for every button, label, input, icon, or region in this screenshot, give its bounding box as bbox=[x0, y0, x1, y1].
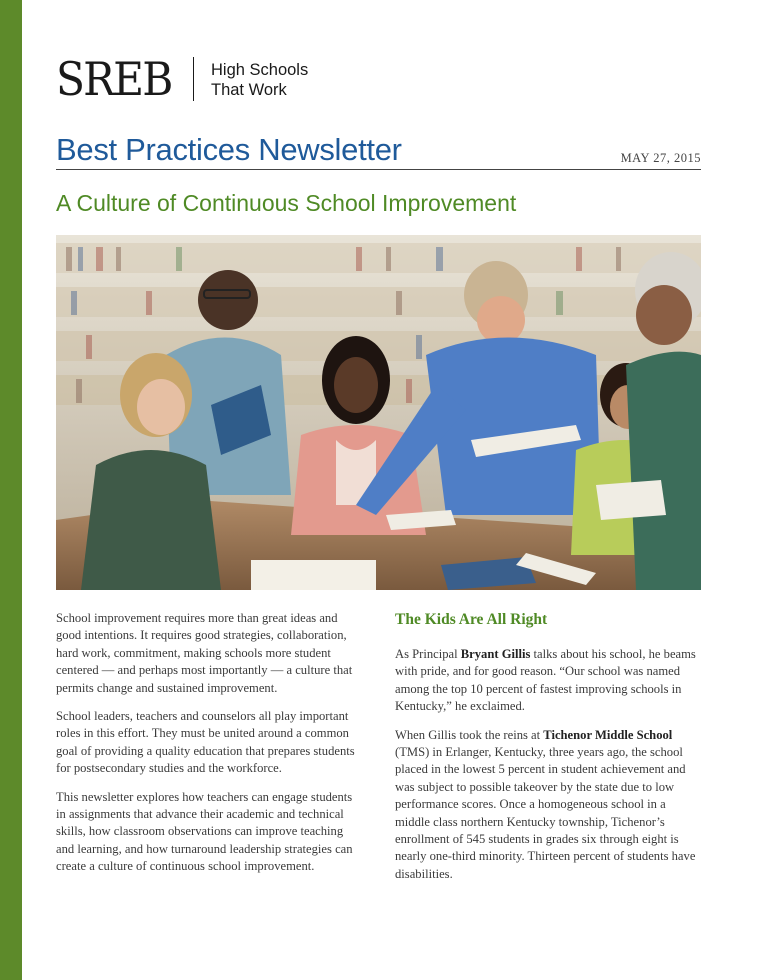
article-paragraph-2 bbox=[395, 727, 701, 884]
intro-paragraph-3: This newsletter explores how teachers can engage students in assignments that advance their academic and technical skills, how classroom observations can improve teaching and learning, and how turnaround leadership strategies can create a culture of continuous school improvement. bbox=[56, 789, 353, 874]
p1-text-before: As Principal bbox=[395, 647, 461, 661]
intro-paragraph-2: School leaders, teachers and counselors all play important roles in this effort. They must be united around a common goal of providing a quality education that prepares students for postsecondary studies and the workforce. bbox=[56, 709, 355, 776]
issue-date: MAY 27, 2015 bbox=[620, 151, 701, 165]
p1-text-after: talks about his school, he beams with pride, and for good reason. “Our school was named among the top 10 percent of fastest improving schools in Kentucky,” he exclaimed. bbox=[395, 647, 696, 714]
article-paragraph-1 bbox=[395, 646, 701, 716]
classroom-photo bbox=[56, 235, 701, 590]
logo-tagline bbox=[211, 60, 351, 100]
intro-paragraph-1: School improvement requires more than great ideas and good intentions. It requires good strategies, collaboration, hard work, commitment, making schools more student centered — and perhaps most importantly — a culture that permits change and sustained improvement. bbox=[56, 611, 353, 695]
p2-text-before: When Gillis took the reins at bbox=[395, 727, 544, 742]
right-column bbox=[395, 610, 701, 894]
tagline-line-1: High Schools bbox=[211, 61, 309, 79]
left-column bbox=[56, 610, 356, 887]
school-name: Tichenor Middle School bbox=[543, 727, 673, 742]
newsletter-title: Best Practices Newsletter bbox=[56, 132, 402, 167]
principal-name: Bryant Gillis bbox=[460, 647, 531, 661]
left-accent-bar bbox=[0, 0, 22, 980]
masthead-rule bbox=[56, 169, 701, 170]
p2-text-after: (TMS) in Erlanger, Kentucky, three years ago, the school placed in the lowest 5 percent in student achievement and was subject to possible takeover by the state due to low performance scores. Once a homogeneous school in a middle class northern Kentucky township, Tichenor’s enrollment of 545 students in grades six through eight is nearly one-third minority. Thirteen percent of students have disabilities. bbox=[395, 745, 696, 881]
tagline-line-2: That Work bbox=[211, 81, 287, 99]
section-heading: The Kids Are All Right bbox=[395, 611, 548, 628]
logo-divider bbox=[193, 57, 194, 101]
logo-wordmark: SREB bbox=[56, 52, 172, 106]
article-headline: A Culture of Continuous School Improvement bbox=[56, 190, 517, 216]
